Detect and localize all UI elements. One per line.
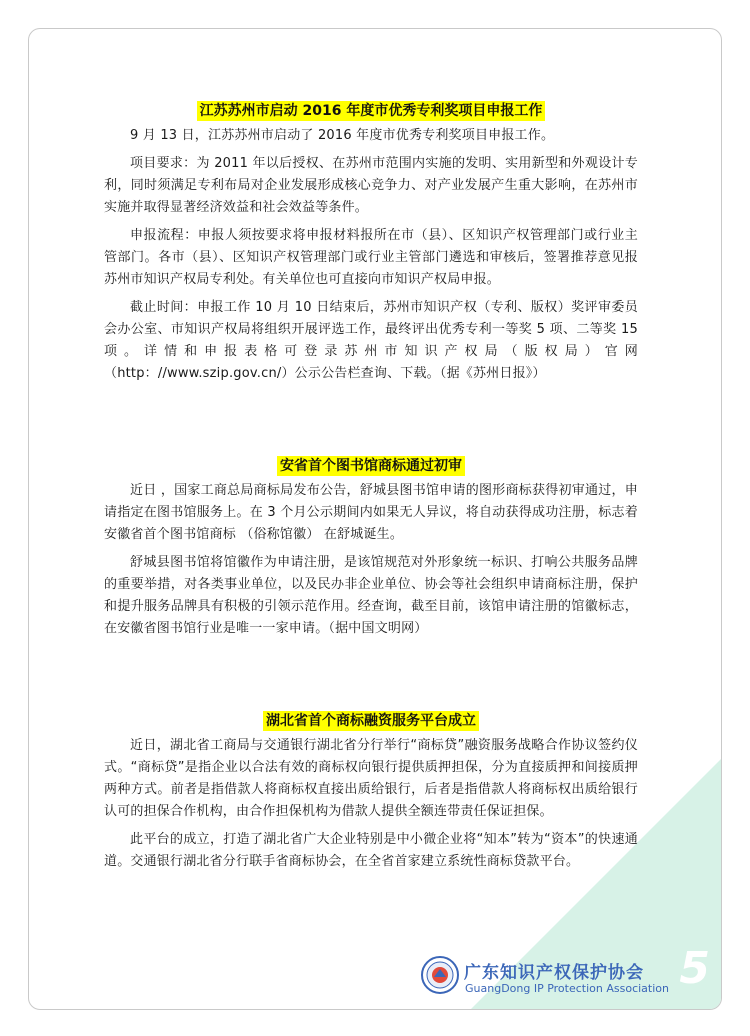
article-content [104, 62, 638, 873]
article-2 [104, 455, 638, 640]
article-paragraph: 9 月 13 日，江苏苏州市启动了 2016 年度市优秀专利奖项目申报工作。 [130, 128, 555, 143]
article-paragraph: 项目要求：为 2011 年以后授权、在苏州市范围内实施的发明、实用新型和外观设计专利，同时须满足专利布局对企业发展形成核心竞争力、对产业发展产生重大影响，在苏州市实施并取得显著经济效益和社会效益等条件。 [104, 156, 638, 215]
article-title: 安省首个图书馆商标通过初审 [277, 456, 465, 476]
article-1 [104, 100, 638, 385]
page-number: 5 [679, 943, 710, 994]
article-3 [104, 710, 638, 873]
article-title: 湖北省首个商标融资服务平台成立 [263, 711, 479, 731]
footer-org-name-cn: 广东知识产权保护协会 [464, 963, 644, 983]
footer-org-name-en: GuangDong IP Protection Association [465, 982, 669, 995]
association-emblem-icon [420, 955, 460, 995]
article-title: 江苏苏州市启动 2016 年度市优秀专利奖项目申报工作 [197, 101, 546, 121]
article-paragraph: 此平台的成立，打造了湖北省广大企业特别是中小微企业将“知本”转为“资本”的快速通道。交通银行湖北省分行联手省商标协会，在全省首家建立系统性商标贷款平台。 [104, 832, 638, 869]
article-paragraph: 舒城县图书馆将馆徽作为申请注册，是该馆规范对外形象统一标识、打响公共服务品牌的重要举措，对各类事业单位，以及民办非企业单位、协会等社会组织申请商标注册，保护和提升服务品牌具有积极的引领示范作用。经查询，截至目前，该馆申请注册的馆徽标志，在安徽省图书馆行业是唯一一家申请。（据中国文明网） [104, 555, 638, 636]
article-paragraph: 申报流程：申报人须按要求将申报材料报所在市（县）、区知识产权管理部门或行业主管部门。各市（县）、区知识产权管理部门或行业主管部门遴选和审核后，签署推荐意见报苏州市知识产权局专利处。有关单位也可直接向市知识产权局申报。 [104, 228, 638, 287]
article-paragraph: 近日 ，国家工商总局商标局发布公告，舒城县图书馆申请的图形商标获得初审通过，申请指定在图书馆服务上。在 3 个月公示期间内如果无人异议，将自动获得成功注册，标志着安徽省首个图书馆商标 （俗称馆徽） 在舒城诞生。 [104, 483, 638, 542]
article-paragraph: 近日，湖北省工商局与交通银行湖北省分行举行“商标贷”融资服务战略合作协议签约仪式。“商标贷”是指企业以合法有效的商标权向银行提供质押担保，分为直接质押和间接质押两种方式。前者是指借款人将商标权直接出质给银行，后者是指借款人将商标权出质给银行认可的担保合作机构，由合作担保机构为借款人提供全额连带责任保证担保。 [104, 738, 638, 819]
article-paragraph: 截止时间：申报工作 10 月 10 日结束后，苏州市知识产权（专利、版权）奖评审委员会办公室、市知识产权局将组织开展评选工作，最终评出优秀专利一等奖 5 项、二等奖 15 项。详情和申报表格可登录苏州市知识产权局（版权局）官网（http：//www.szip.gov.cn/）公示公告栏查询、下载。（据《苏州日报》） [104, 300, 638, 381]
